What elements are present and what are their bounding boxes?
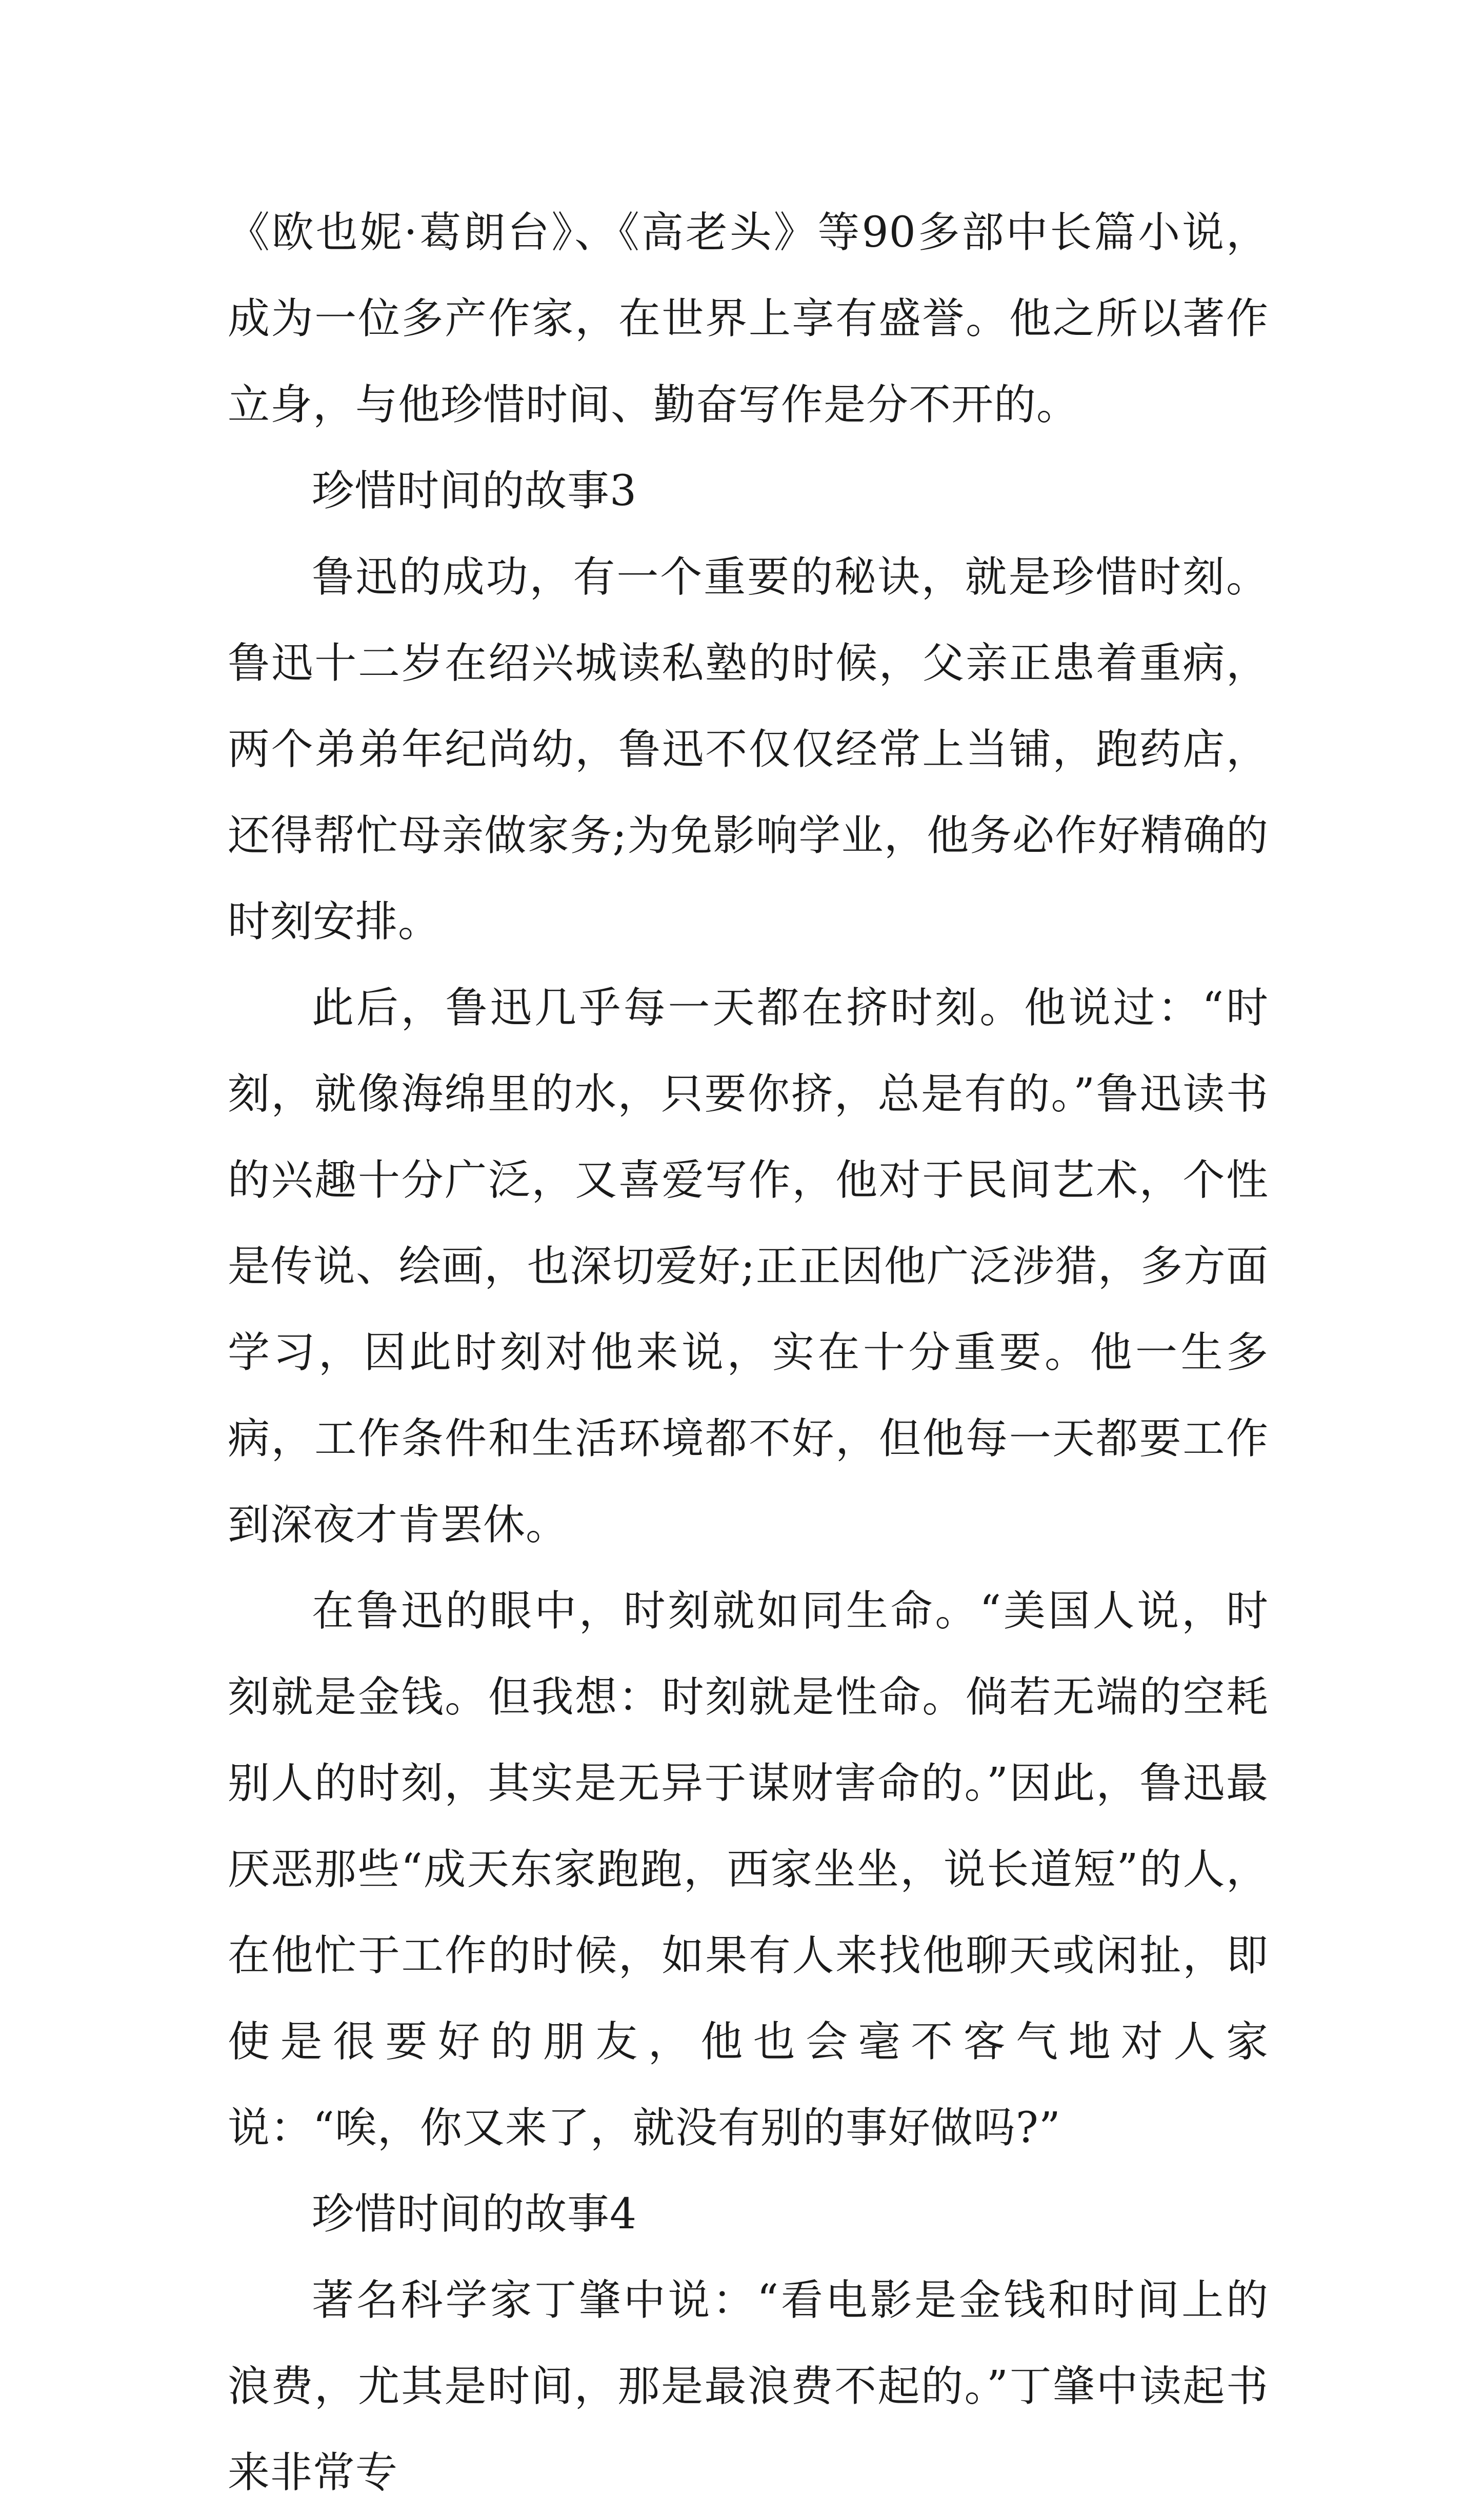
section-heading-story-4: 珍惜时间的故事4 [312, 2190, 637, 2239]
paragraph: 在鲁迅的眼中，时刻就如同生命。“美国人说，时刻就是金钱。但我想：时刻就是性命。倘若无端的空耗别人的时刻，其实是无异于谋财害命的。”因此，鲁迅最厌恶那些“成天东家跑跑，西家坐坐，说长道短”的人，在他忙于工作的时候，如果有人来找他聊天或闲扯，即使是很要好的朋友，他也会毫不客气地对人家说：“唉，你又来了，就没有别的事好做吗?” [228, 1587, 1269, 2152]
paragraph: 著名科学家丁肇中说：“看电影是金钱和时间上的浪费，尤其是时间，那是最浪费不起的。”丁肇中读起书来非常专 [228, 2276, 1269, 2497]
paragraph-continued: 《欧也妮·葛朗台》、《高老头》等90多部中长篇小说，成为一位多产作家，在世界上享有盛誉。他之所以著作立身，与他珍惜时间、勤奋写作是分不开的。 [228, 208, 1269, 429]
paragraph: 此后，鲁迅几乎每一天都在挤时刻。他说过：“时刻，就像海绵里的水，只要你挤，总是有的。”鲁迅读书的兴趣十分广泛，又喜爱写作，他对于民间艺术，个性是传说、绘画，也深切爱好;正正因他广泛涉猎，多方面学习，因此时刻对他来说，实在十分重要。他一生多病，工作条件和生活环境都不好，但他每一天都要工作到深夜才肯罢休。 [228, 984, 1269, 1549]
document-body [228, 190, 1269, 2516]
section-heading-story-3: 珍惜时间的故事3 [312, 467, 637, 515]
paragraph: 鲁迅的成功，有一个重要的秘诀，就是珍惜时刻。鲁迅十二岁在绍兴城读私塾的时候，父亲正患着重病，两个弟弟年纪尚幼，鲁迅不仅仅经常上当铺，跑药店，还得帮忙母亲做家务;为免影响学业，他务必作好精确的时刻安排。 [228, 553, 1269, 946]
